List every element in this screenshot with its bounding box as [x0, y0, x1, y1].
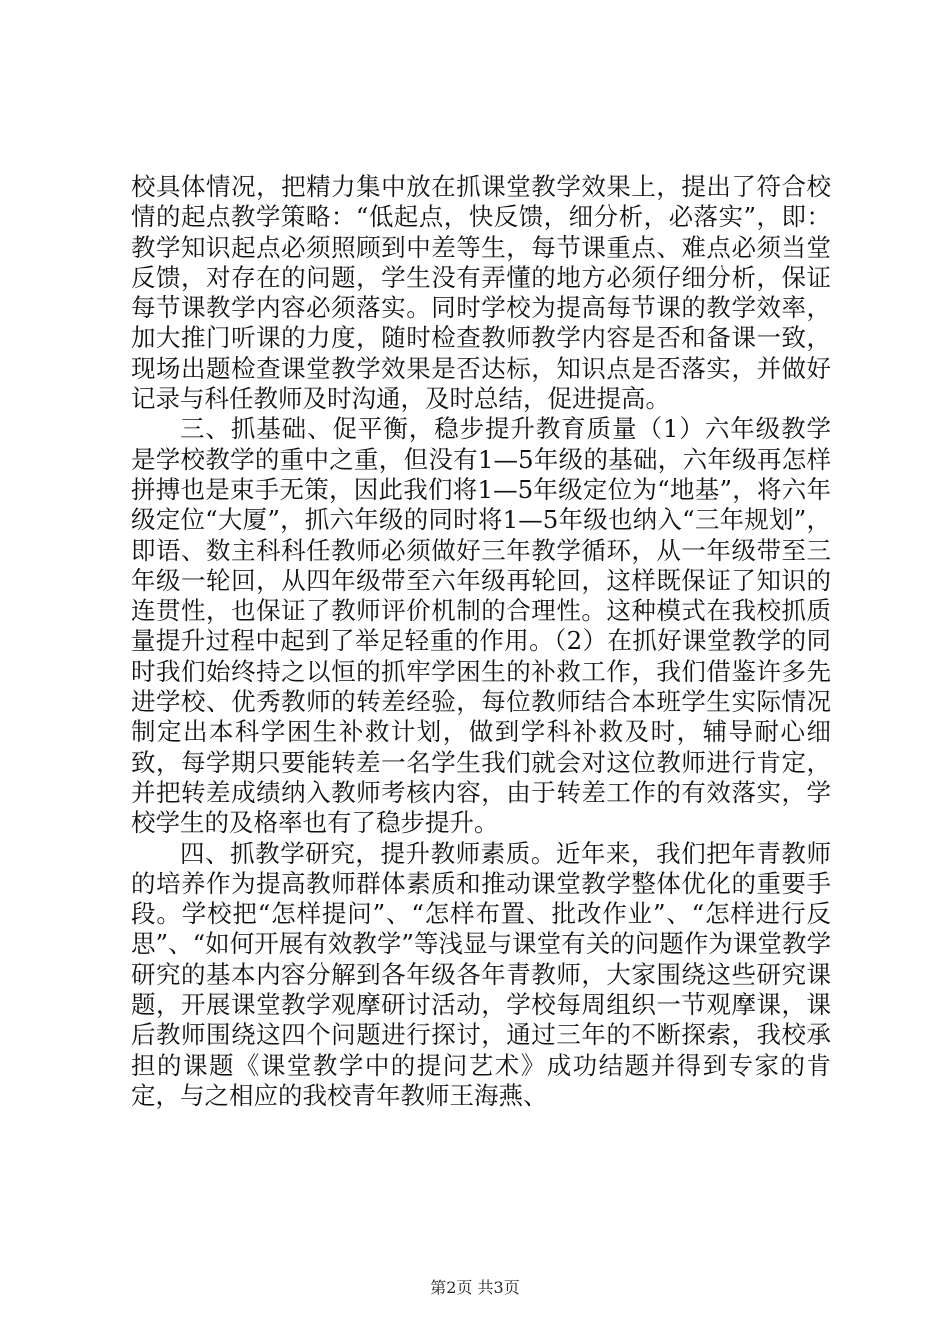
page-footer: 第2页 共3页: [430, 1278, 520, 1297]
paragraph-section-three: 三、抓基础、促平衡，稳步提升教育质量（1）六年级教学是学校教学的重中之重，但没有1—5年级的基础，六年级再怎样拼搏也是束手无策，因此我们将1—5年级定位为“地基”，将六年级定位“大厦”，抓六年级的同时将1—5年级也纳入“三年规划”，即语、数主科科任教师必须做好三年教学循环，从一年级带至三年级一轮回，从四年级带至六年级再轮回，这样既保证了知识的连贯性，也保证了教师评价机制的合理性。这种模式在我校抓质量提升过程中起到了举足轻重的作用。（2）在抓好课堂教学的同时我们始终持之以恒的抓牢学困生的补救工作，我们借鉴许多先进学校、优秀教师的转差经验，每位教师结合本班学生实际情况制定出本科学困生补救计划，做到学科补救及时，辅导耐心细致，每学期只要能转差一名学生我们就会对这位教师进行肯定，并把转差成绩纳入教师考核内容，由于转差工作的有效落实，学校学生的及格率也有了稳步提升。: [131, 414, 831, 838]
document-body: [131, 172, 831, 1111]
paragraph-section-four: 四、抓教学研究，提升教师素质。近年来，我们把年青教师的培养作为提高教师群体素质和推动课堂教学整体优化的重要手段。学校把“怎样提问”、“怎样布置、批改作业”、“怎样进行反思”、“如何开展有效教学”等浅显与课堂有关的问题作为课堂教学研究的基本内容分解到各年级各年青教师，大家围绕这些研究课题，开展课堂教学观摩研讨活动，学校每周组织一节观摩课，课后教师围绕这四个问题进行探讨，通过三年的不断探索，我校承担的课题《课堂教学中的提问艺术》成功结题并得到专家的肯定，与之相应的我校青年教师王海燕、: [131, 838, 831, 1110]
paragraph-continuation: 校具体情况，把精力集中放在抓课堂教学效果上，提出了符合校情的起点教学策略：“低起点，快反馈，细分析，必落实”，即：教学知识起点必须照顾到中差等生，每节课重点、难点必须当堂反馈，对存在的问题，学生没有弄懂的地方必须仔细分析，保证每节课教学内容必须落实。同时学校为提高每节课的教学效率，加大推门听课的力度，随时检查教师教学内容是否和备课一致，现场出题检查课堂教学效果是否达标，知识点是否落实，并做好记录与科任教师及时沟通，及时总结，促进提高。: [131, 172, 831, 414]
